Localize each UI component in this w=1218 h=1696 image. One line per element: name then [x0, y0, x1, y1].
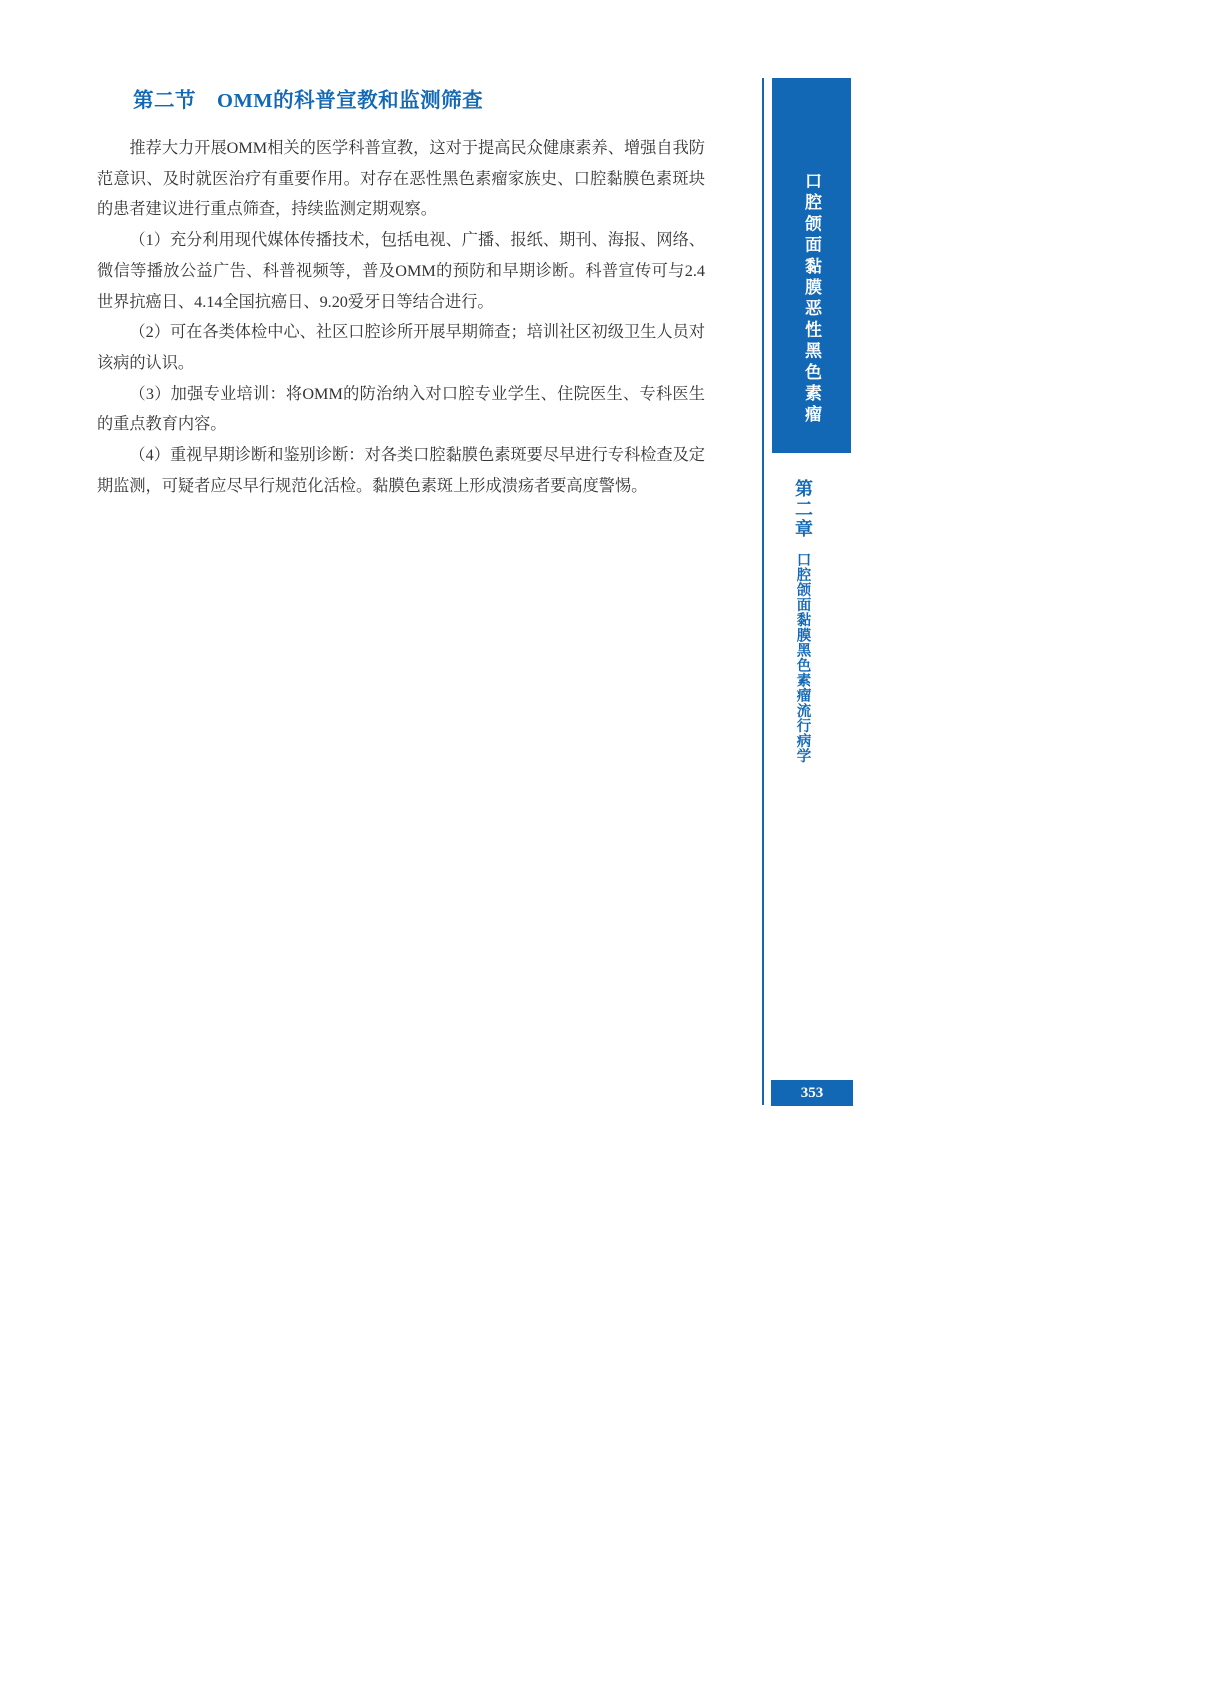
paragraph: （2）可在各类体检中心、社区口腔诊所开展早期筛查；培训社区初级卫生人员对该病的认识。	[97, 323, 705, 372]
main-text-column	[97, 88, 705, 501]
paragraph: （3）加强专业培训：将OMM的防治纳入对口腔专业学生、住院医生、专科医生的重点教育内容。	[97, 384, 705, 434]
chapter-marker	[781, 479, 825, 763]
sidebar-divider-rule	[762, 78, 764, 1105]
page-number-badge	[771, 1080, 853, 1106]
page-number: 353	[800, 1084, 824, 1101]
paragraph: （1）充分利用现代媒体传播技术，包括电视、广播、报纸、期刊、海报、网络、微信等播放公益广告、科普视频等，普及OMM的预防和早期诊断。科普宣传可与2.4世界抗癌日、4.14全国抗癌日、9.20爱牙日等结合进行。	[97, 231, 705, 311]
paragraph: 推荐大力开展OMM相关的医学科普宣教，这对于提高民众健康素养、增强自我防范意识、及时就医治疗有重要作用。对存在恶性黑色素瘤家族史、口腔黏膜色素斑块的患者建议进行重点筛查，持续监测定期观察。	[97, 139, 705, 219]
book-title-tab	[772, 78, 851, 453]
paragraph: （4）重视早期诊断和鉴别诊断：对各类口腔黏膜色素斑要尽早进行专科检查及定期监测，可疑者应尽早行规范化活检。黏膜色素斑上形成溃疡者要高度警惕。	[97, 446, 705, 495]
book-title-vertical-text: 口腔颌面黏膜恶性黑色素瘤	[802, 172, 821, 427]
chapter-number-vertical-text: 第二章	[793, 479, 813, 539]
chapter-title-vertical-text: 口腔颌面黏膜黑色素瘤流行病学	[794, 552, 811, 764]
section-title: 第二节 OMM的科普宣教和监测筛查	[133, 90, 484, 112]
